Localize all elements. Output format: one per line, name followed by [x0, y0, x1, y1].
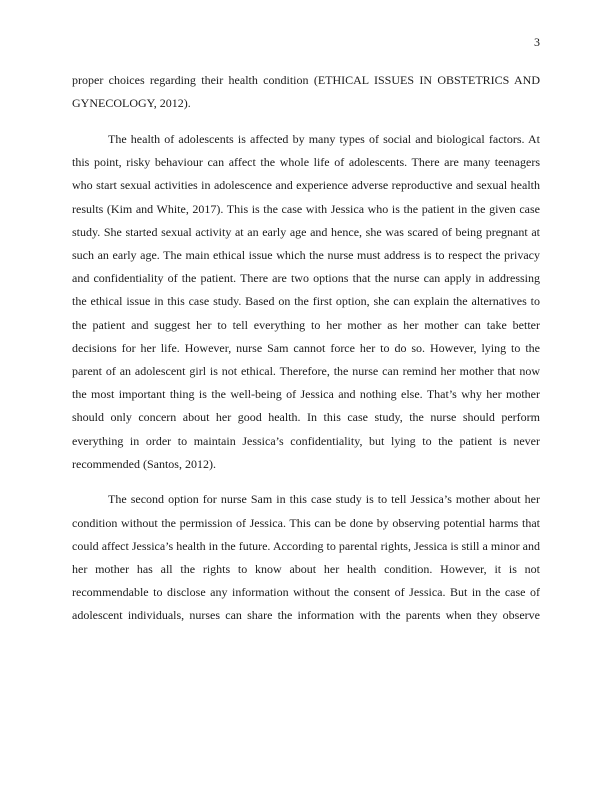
paragraph-adolescent-health: The health of adolescents is affected by many types of social and biological factors. At this point, risky behaviour can affect the whole life of adolescents. There are many teenagers who start sexual activities in adolescence and experience adverse reproductive and sexual health results (Kim and White, 2017). This is the case with Jessica who is the patient in the given case study. She started sexual activity at an early age and hence, she was scared of being pregnant at such an early age. The main ethical issue which the nurse must address is to respect the privacy and confidentiality of the patient. There are two options that the nurse can apply in addressing the ethical issue in this case study. Based on the first option, she can explain the alternatives to the patient and suggest her to tell everything to her mother as her mother can take better decisions for her life. However, nurse Sam cannot force her to do so. However, lying to the parent of an adolescent girl is not ethical. Therefore, the nurse can remind her mother that now the most important thing is the well-being of Jessica and nothing else. That’s why her mother should only concern about her good health. In this case study, the nurse should perform everything in order to maintain Jessica’s confidentiality, but lying to the patient is never recommended (Santos, 2012).: [72, 131, 540, 471]
page-number: 3: [534, 35, 540, 49]
paragraph-continuation: proper choices regarding their health condition (ETHICAL ISSUES IN OBSTETRICS AND GYNECOLOGY, 2012).: [72, 73, 540, 111]
body-text: [72, 69, 540, 640]
paragraph-second-option: The second option for nurse Sam in this case study is to tell Jessica’s mother about her condition without the permission of Jessica. This can be done by observing potential harms that could affect Jessica’s health in the future. According to parental rights, Jessica is still a minor and her mother has all the rights to know about her health condition. However, it is not recommendable to disclose any information without the consent of Jessica. But in the case of adolescent individuals, nurses can share the information with the parents when they observe: [72, 492, 540, 623]
